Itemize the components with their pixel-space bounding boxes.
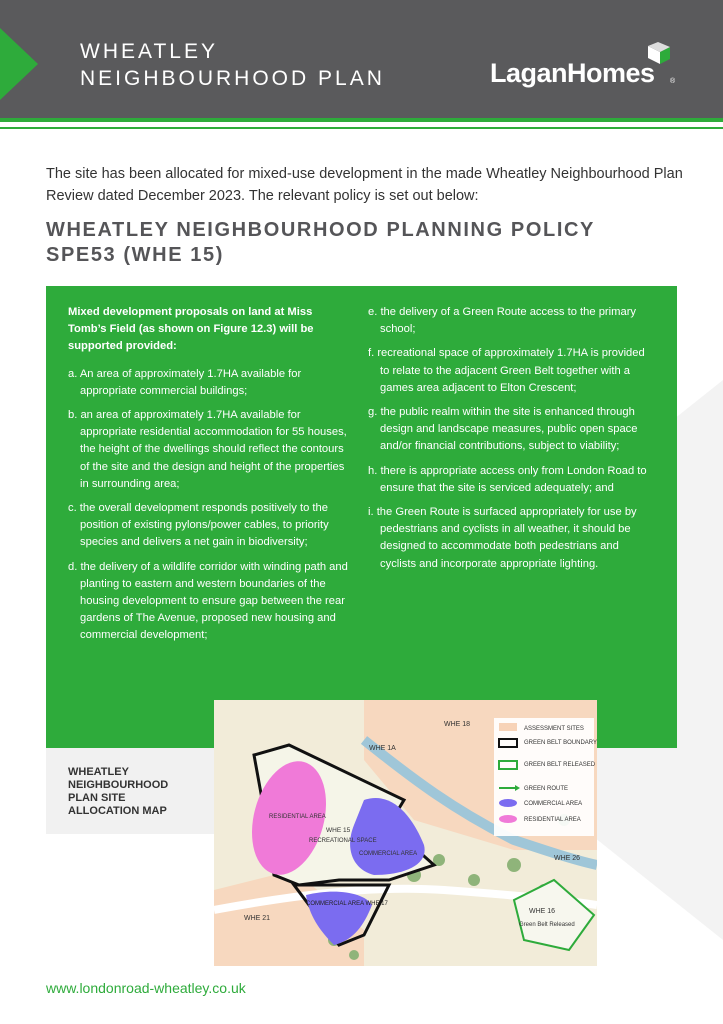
intro-paragraph: The site has been allocated for mixed-use development in the made Wheatley Neighbourhood Plan Review dated December 2023. The relevant policy is set out below:	[46, 166, 683, 204]
legend-label-residential: RESIDENTIAL AREA	[524, 817, 581, 823]
policy-heading-line-2: SPE53 (WHE 15)	[46, 244, 225, 266]
document-title	[80, 38, 385, 92]
policy-item-a: a. An area of approximately 1.7HA available for appropriate commercial buildings;	[68, 367, 302, 397]
map-caption: WHEATLEY NEIGHBOURHOOD PLAN SITE ALLOCATION MAP	[68, 766, 169, 817]
policy-column-1	[68, 304, 348, 652]
page-header	[0, 0, 723, 118]
policy-item-d: d. the delivery of a wildlife corridor with winding path and planting to eastern and western boundaries of the housing development to ensure gap between the rear gardens of The Avenue, proposed new housing and commercial development;	[68, 560, 348, 642]
map-label-whe18: WHE 18	[444, 721, 471, 728]
map-label-commercial-whe17: COMMERCIAL AREA WHE 17	[306, 901, 388, 907]
logo-text: LaganHomes	[490, 58, 655, 88]
legend-label-commercial: COMMERCIAL AREA	[524, 801, 583, 807]
legend-swatch-residential	[499, 815, 517, 823]
map-label-residential: RESIDENTIAL AREA	[269, 814, 326, 820]
map-label-whe16: WHE 16	[529, 908, 556, 915]
policy-item-i: i. the Green Route is surfaced appropriately for use by pedestrians and cyclists in all weather, it should be designed to accommodate both pedestrians and cyclists and incorporate appropriate lighting.	[368, 506, 637, 570]
lagan-homes-logo	[490, 44, 690, 94]
legend-swatch-commercial	[499, 799, 517, 807]
legend-label-green-route: GREEN ROUTE	[524, 786, 569, 792]
policy-column-2	[368, 304, 648, 580]
legend-swatch-assessment	[499, 723, 517, 731]
map-legend	[494, 718, 597, 836]
map-label-whe21: WHE 21	[244, 915, 271, 922]
legend-label-assessment: ASSESSMENT SITES	[524, 726, 584, 732]
policy-item-e: e. the delivery of a Green Route access to the primary school;	[368, 306, 637, 336]
map-label-whe26: WHE 26	[554, 855, 581, 862]
title-line-2: NEIGHBOURHOOD PLAN	[80, 67, 385, 90]
logo-registered-mark: ®	[670, 78, 676, 85]
legend-label-green-belt-released: GREEN BELT RELEASED	[524, 762, 596, 768]
policy-lead: Mixed development proposals on land at Miss Tomb’s Field (as shown on Figure 12.3) will be supported provided:	[68, 306, 314, 353]
map-label-green-belt-released: Green Belt Released	[519, 922, 575, 928]
map-label-whe15: WHE 15	[326, 827, 351, 834]
policy-item-b: b. an area of approximately 1.7HA available for appropriate residential accommodation for 55 houses, the height of the dwellings should reflect the contours of the site and the design and height of the properties in surrounding area;	[68, 409, 347, 490]
policy-item-c: c. the overall development responds positively to the position of existing pylons/power cables, to priority species and delivers a net gain in biodiversity;	[68, 502, 329, 549]
title-line-1: WHEATLEY	[80, 40, 218, 63]
green-triangle-accent	[0, 28, 38, 100]
website-link[interactable]: www.londonroad-wheatley.co.uk	[46, 980, 246, 996]
map-label-commercial: COMMERCIAL AREA	[359, 851, 418, 857]
header-stripe-green-thin	[0, 127, 723, 129]
policy-item-h: h. there is appropriate access only from London Road to ensure that the site is serviced adequately; and	[368, 464, 647, 494]
map-label-whe1a: WHE 1A	[369, 745, 396, 752]
policy-item-f: f. recreational space of approximately 1.7HA is provided to relate to the adjacent Green Belt together with a games area adjacent to Elton Crescent;	[368, 347, 645, 394]
policy-heading-line-1: WHEATLEY NEIGHBOURHOOD PLANNING POLICY	[46, 219, 595, 241]
policy-item-g: g. the public realm within the site is enhanced through design and landscape measures, public open space and/or financial contributions, subject to viability;	[368, 406, 638, 453]
legend-label-green-belt-boundary: GREEN BELT BOUNDARY	[524, 740, 597, 746]
policy-heading	[46, 218, 686, 268]
site-allocation-map	[214, 700, 597, 966]
map-label-recreational: RECREATIONAL SPACE	[309, 838, 377, 844]
